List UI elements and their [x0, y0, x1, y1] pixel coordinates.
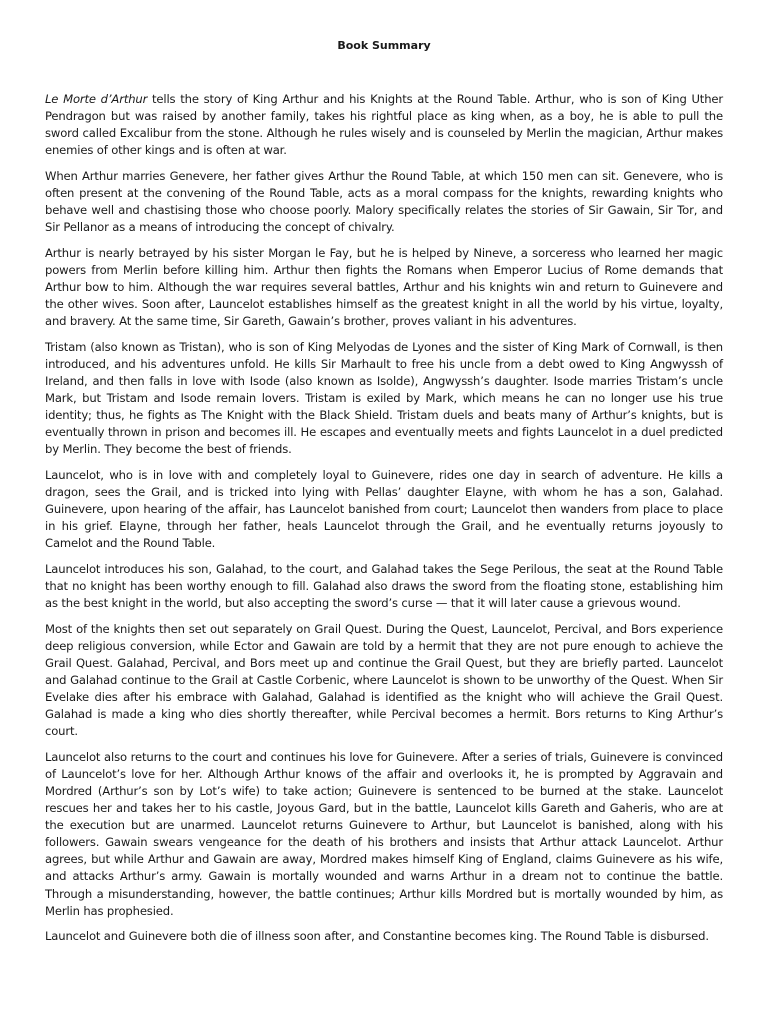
- paragraph-6: Launcelot introduces his son, Galahad, to the court, and Galahad takes the Sege Perilous, the seat at the Round Table that no knight has been worthy enough to fill. Galahad also draws the sword from the floating stone, establishing him as the best knight in the world, but also accepting the sword’s curse — that it will later cause a grievous wound.: [45, 561, 723, 611]
- book-title: Le Morte d’Arthur: [45, 92, 148, 106]
- paragraph-1: [45, 91, 723, 159]
- paragraph-7: Most of the knights then set out separately on Grail Quest. During the Quest, Launcelot, Percival, and Bors experience deep religious conversion, while Ector and Gawain are told by a hermit that they are not pure enough to achieve the Grail Quest. Galahad, Percival, and Bors meet up and continue the Grail Quest, but they are briefly parted. Launcelot and Galahad continue to the Grail at Castle Corbenic, where Launcelot is shown to be unworthy of the Quest. When Sir Evelake dies after his embrace with Galahad, Galahad is identified as the knight who will achieve the Grail Quest. Galahad is made a king who dies shortly thereafter, while Percival becomes a hermit. Bors returns to King Arthur’s court.: [45, 621, 723, 739]
- paragraph-9: Launcelot and Guinevere both die of illness soon after, and Constantine becomes king. The Round Table is disbursed.: [45, 929, 709, 944]
- paragraph-3: Arthur is nearly betrayed by his sister Morgan le Fay, but he is helped by Nineve, a sorceress who learned her magic powers from Merlin before killing him. Arthur then fights the Romans when Emperor Lucius of Rome demands that Arthur bow to him. Although the war requires several battles, Arthur and his knights win and return to Guinevere and the other wives. Soon after, Launcelot establishes himself as the greatest knight in all the world by his virtue, loyalty, and bravery. At the same time, Sir Gareth, Gawain’s brother, proves valiant in his adventures.: [45, 245, 723, 329]
- paragraph-2: When Arthur marries Genevere, her father gives Arthur the Round Table, at which 150 men can sit. Genevere, who is often present at the convening of the Round Table, acts as a moral compass for the knights, rewarding knights who behave well and chastising those who choose poorly. Malory specifically relates the stories of Sir Gawain, Sir Tor, and Sir Pellanor as a means of introducing the concept of chivalry.: [45, 168, 723, 235]
- paragraph-4: Tristam (also known as Tristan), who is son of King Melyodas de Lyones and the sister of King Mark of Cornwall, is then introduced, and his adventures unfold. He kills Sir Marhault to free his uncle from a debt owed to King Angwyssh of Ireland, and then falls in love with Isode (also known as Isolde), Angwyssh’s daughter. Isode marries Tristam’s uncle Mark, but Tristam and Isode remain lovers. Tristam is exiled by Mark, which means he can no longer use his true identity; thus, he fights as The Knight with the Black Shield. Tristam duels and beats many of Arthur’s knights, but is eventually thrown in prison and becomes ill. He escapes and eventually meets and fights Launcelot in a duel predicted by Merlin. They become the best of friends.: [45, 339, 723, 457]
- document-title: Book Summary: [337, 39, 431, 52]
- paragraph-5: Launcelot, who is in love with and completely loyal to Guinevere, rides one day in search of adventure. He kills a dragon, sees the Grail, and is tricked into lying with Pellas’ daughter Elayne, with whom he has a son, Galahad. Guinevere, upon hearing of the affair, has Launcelot banished from court; Launcelot then wanders from place to place in his grief. Elayne, through her father, heals Launcelot through the Grail, and he eventually returns joyously to Camelot and the Round Table.: [45, 467, 723, 551]
- paragraph-8: Launcelot also returns to the court and continues his love for Guinevere. After a series of trials, Guinevere is convinced of Launcelot’s love for her. Although Arthur knows of the affair and overlooks it, he is prompted by Aggravain and Mordred (Arthur’s son by Lot’s wife) to take action; Guinevere is sentenced to be burned at the stake. Launcelot rescues her and takes her to his castle, Joyous Gard, but in the battle, Launcelot kills Gareth and Gaheris, who are at the execution but are unarmed. Launcelot returns Guinevere to Arthur, but Launcelot is banished, along with his followers. Gawain swears vengeance for the death of his brothers and insists that Arthur attack Launcelot. Arthur agrees, but while Arthur and Gawain are away, Mordred makes himself King of England, claims Guinevere as his wife, and attacks Arthur’s army. Gawain is mortally wounded and warns Arthur in a dream not to continue the battle. Through a misunderstanding, however, the battle continues; Arthur kills Mordred but is mortally wounded by him, as Merlin has prophesied.: [45, 749, 723, 918]
- paragraph-1-text: tells the story of King Arthur and his Knights at the Round Table. Arthur, who is son of King Uther Pendragon but was raised by another family, takes his rightful place as king when, as a boy, he is able to pull the sword called Excalibur from the stone. Although he rules wisely and is counseled by Merlin the magician, Arthur makes enemies of other kings and is often at war.: [45, 92, 723, 158]
- document-page: [45, 38, 723, 954]
